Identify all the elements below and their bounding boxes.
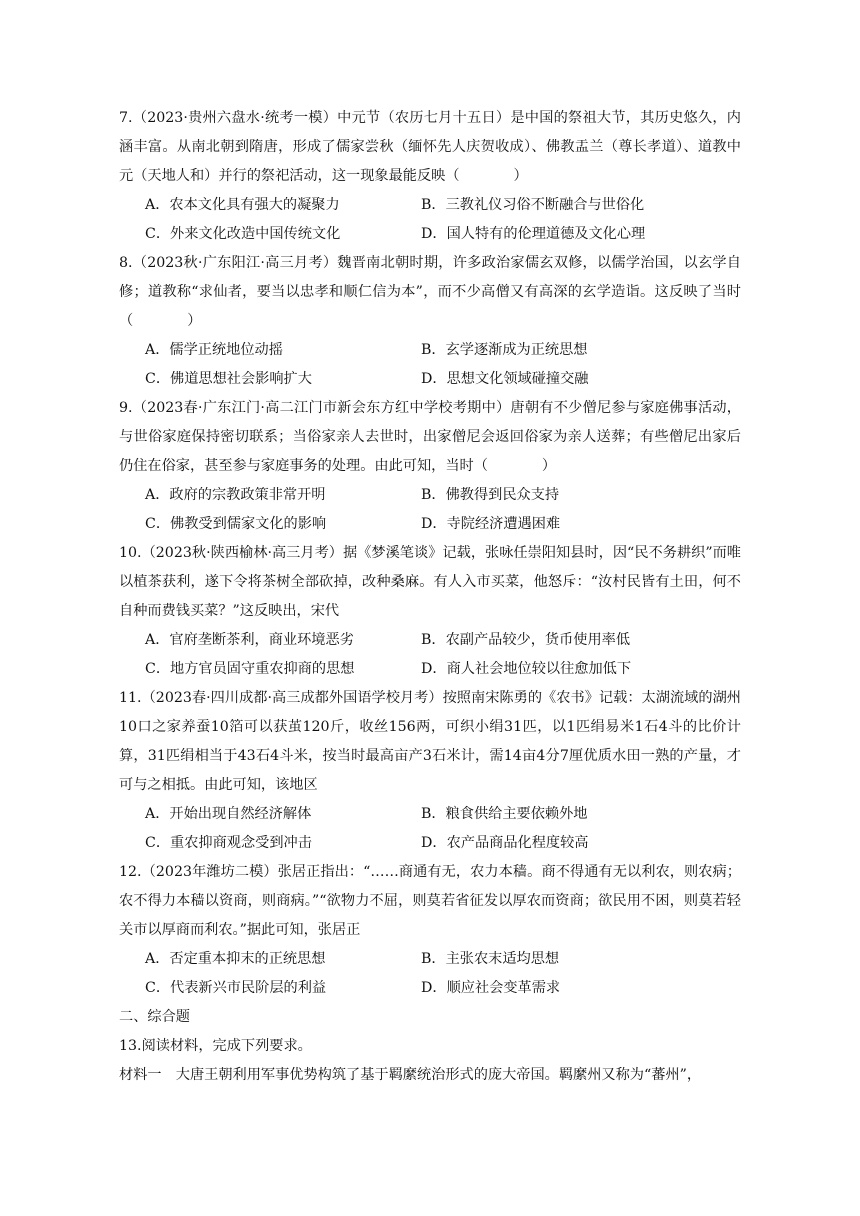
option-c[interactable]: C．重农抑商观念受到冲击 [145, 835, 312, 851]
option-c[interactable]: C．地方官员固守重农抑商的思想 [145, 661, 355, 677]
option-a[interactable]: A．开始出现自然经济解体 [145, 806, 312, 822]
option-b[interactable]: B．佛教得到民众支持 [421, 487, 560, 503]
option-b[interactable]: B．玄学逐渐成为正统思想 [421, 342, 588, 358]
question-stem: 8.（2023秋·广东阳江·高三月考）魏晋南北朝时期，许多政治家儒玄双修，以儒学治国，以玄学自修；道教称“求仙者，要当以忠孝和顺仁信为本”，而不少高僧又有高深的玄学造诣。这反映了当时（ ） [119, 255, 741, 329]
option-a[interactable]: A．儒学正统地位动摇 [145, 342, 283, 358]
options-row [119, 510, 741, 539]
options-row [119, 800, 741, 829]
option-a[interactable]: A．官府垄断茶利，商业环境恶劣 [145, 632, 354, 648]
question-stem: 7.（2023·贵州六盘水·统考一模）中元节（农历七月十五日）是中国的祭祖大节，其历史悠久，内涵丰富。从南北朝到隋唐，形成了儒家尝秋（缅怀先人庆贺收成）、佛教盂兰（尊长孝道）、道教中元（天地人和）并行的祭祀活动，这一现象最能反映（ ） [119, 110, 741, 184]
options-row [119, 191, 741, 220]
option-d[interactable]: D．商人社会地位较以往愈加低下 [421, 661, 632, 677]
options-row [119, 481, 741, 510]
question-stem: 9.（2023春·广东江门·高二江门市新会东方红中学校考期中）唐朝有不少僧尼参与家庭佛事活动，与世俗家庭保持密切联系；当俗家亲人去世时，出家僧尼会返回俗家为亲人送葬；有些僧尼出家后仍住在俗家，甚至参与家庭事务的处理。由此可知，当时（ ） [119, 400, 741, 474]
question-stem: 11.（2023春·四川成都·高三成都外国语学校月考）按照南宋陈勇的《农书》记载：太湖流域的湖州10口之家养蚕10箔可以获茧120斤，收丝156两，可织小绢31匹，以1匹绢易米1石4斗的比价计算，31匹绢相当于43石4斗米，按当时最高亩产3石米计，需14亩4分7厘优质水田一熟的产量，才可与之相抵。由此可知，该地区 [119, 690, 741, 793]
option-d[interactable]: D．国人特有的伦理道德及文化心理 [421, 226, 646, 242]
options-row [119, 974, 741, 1003]
option-a[interactable]: A．农本文化具有强大的凝聚力 [145, 197, 340, 213]
option-b[interactable]: B．粮食供给主要依赖外地 [421, 806, 588, 822]
question-intro: 13.阅读材料，完成下列要求。 [119, 1038, 312, 1054]
option-d[interactable]: D．寺院经济遭遇困难 [421, 516, 561, 532]
option-b[interactable]: B．三教礼仪习俗不断融合与世俗化 [421, 197, 645, 213]
question-13 [119, 1032, 741, 1090]
question-stem: 10.（2023秋·陕西榆林·高三月考）据《梦溪笔谈》记载，张咏任崇阳知县时，因“民不务耕织”而唯以植茶获利，遂下令将茶树全部砍掉，改种桑麻。有人入市买菜，他怒斥：“汝村民皆有土田，何不自种而费钱买菜？”这反映出，宋代 [119, 545, 741, 619]
option-a[interactable]: A．政府的宗教政策非常开明 [145, 487, 326, 503]
option-d[interactable]: D．顺应社会变革需求 [421, 980, 561, 996]
question-8 [119, 249, 741, 394]
options-row [119, 220, 741, 249]
question-12 [119, 858, 741, 1003]
question-stem: 12.（2023年潍坊二模）张居正指出：“……商通有无，农力本穑。商不得通有无以利农，则农病；农不得力本穑以资商，则商病。”“欲物力不屈，则莫若省征发以厚农而资商；欲民用不困，则莫若轻关市以厚商而利农。”据此可知，张居正 [119, 864, 741, 938]
option-b[interactable]: B．农副产品较少，货币使用率低 [421, 632, 631, 648]
options-row [119, 336, 741, 365]
options-row [119, 945, 741, 974]
option-d[interactable]: D．农产品商品化程度较高 [421, 835, 589, 851]
options-row [119, 365, 741, 394]
options-row [119, 829, 741, 858]
options-row [119, 626, 741, 655]
option-b[interactable]: B．主张农末适均思想 [421, 951, 560, 967]
section-title: 二、综合题 [119, 1009, 190, 1025]
question-9 [119, 394, 741, 539]
option-c[interactable]: C．代表新兴市民阶层的利益 [145, 980, 327, 996]
option-d[interactable]: D．思想文化领域碰撞交融 [421, 371, 589, 387]
question-11 [119, 684, 741, 858]
document-page [119, 104, 741, 1090]
options-row [119, 655, 741, 684]
question-10 [119, 539, 741, 684]
option-a[interactable]: A．否定重本抑末的正统思想 [145, 951, 326, 967]
question-7 [119, 104, 741, 249]
option-c[interactable]: C．佛道思想社会影响扩大 [145, 371, 312, 387]
option-c[interactable]: C．佛教受到儒家文化的影响 [145, 516, 327, 532]
option-c[interactable]: C．外来文化改造中国传统文化 [145, 226, 341, 242]
material-one: 材料一 大唐王朝利用军事优势构筑了基于羁縻统治形式的庞大帝国。羁縻州又称为“蕃州”， [119, 1067, 702, 1083]
